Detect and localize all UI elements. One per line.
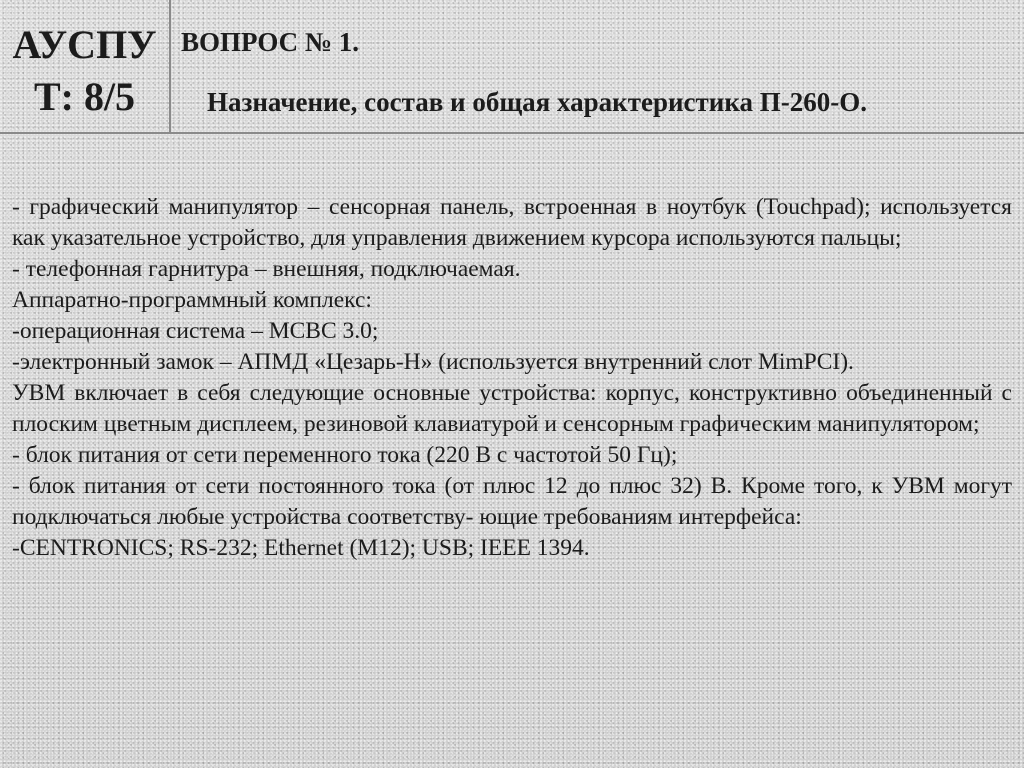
- topic-number: Т: 8/5: [33, 74, 136, 119]
- course-code: АУСПУ: [12, 22, 157, 67]
- question-number: ВОПРОС № 1.: [181, 27, 360, 57]
- paragraph: УВМ включает в себя следующие основные устройства: корпус, конструктивно объединенный с плоским цветным дисплеем, резиновой клавиатурой и сенсорным графическим манипулятором;: [12, 380, 1012, 437]
- paragraph: - блок питания от сети постоянного тока (от плюс 12 до плюс 32) В. Кроме того, к УВМ могут подключаться любые устройства соответству- ющие требованиям интерфейса:: [12, 473, 1012, 530]
- paragraph: - телефонная гарнитура – внешняя, подключаемая.: [12, 256, 521, 282]
- paragraph: -электронный замок – АПМД «Цезарь-Н» (используется внутренний слот MimPCI).: [12, 349, 854, 375]
- paragraph: -операционная система – МСВС 3.0;: [12, 318, 379, 344]
- slide-body: [12, 192, 1012, 564]
- slide-header: [0, 0, 1024, 134]
- title-box: [171, 0, 1024, 134]
- paragraph: -CENTRONICS; RS-232; Ethernet (М12); USB; IEEE 1394.: [12, 535, 590, 561]
- slide-title: Назначение, состав и общая характеристика П-260-О.: [207, 87, 867, 117]
- paragraph: Аппаратно-программный комплекс:: [12, 287, 372, 313]
- paragraph: - блок питания от сети переменного тока (220 В с частотой 50 Гц);: [12, 442, 678, 468]
- course-code-box: [0, 0, 171, 134]
- paragraph: - графический манипулятор – сенсорная панель, встроенная в ноутбук (Touchpad); используется как указательное устройство, для управления движением курсора используются пальцы;: [12, 194, 1012, 251]
